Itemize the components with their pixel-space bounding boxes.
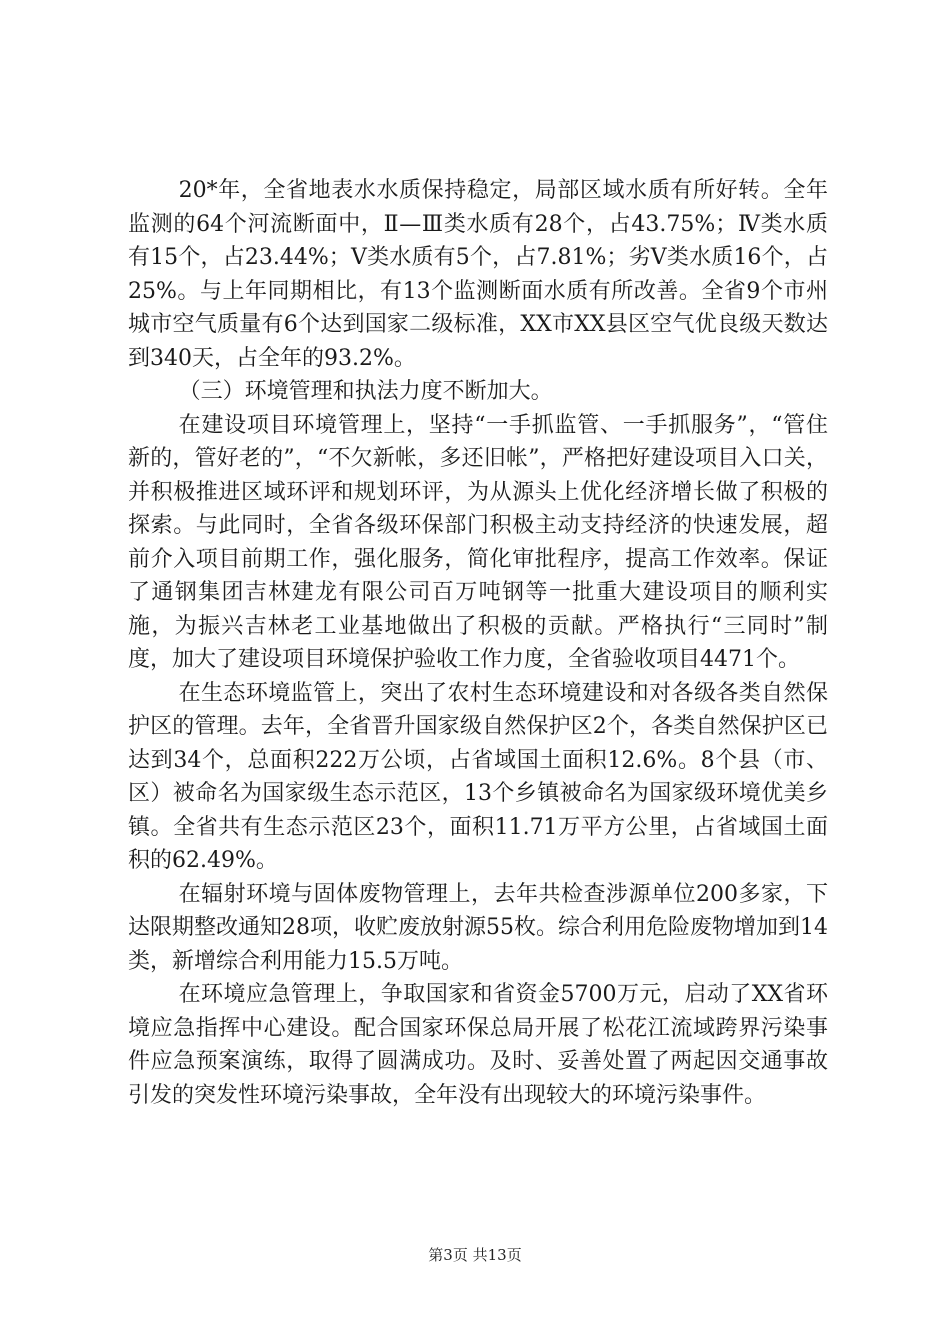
paragraph-construction-projects: 在建设项目环境管理上，坚持“一手抓监管、一手抓服务”，“管住新的，管好老的”，“不欠新帐，多还旧帐”，严格把好建设项目入口关，并积极推进区域环评和规划环评，为从源头上优化经济增长做了积极的探索。与此同时，全省各级环保部门积极主动支持经济的快速发展，超前介入项目前期工作，强化服务，简化审批程序，提高工作效率。保证了通钢集团吉林建龙有限公司百万吨钢等一批重大建设项目的顺利实施，为振兴吉林老工业基地做出了积极的贡献。严格执行“三同时”制度，加大了建设项目环境保护验收工作力度，全省验收项目4471个。 bbox=[128, 412, 828, 672]
paragraph-radiation-solid-waste: 在辐射环境与固体废物管理上，去年共检查涉源单位200多家，下达限期整改通知28项，收贮废放射源55枚。综合利用危险废物增加到14类，新增综合利用能力15.5万吨。 bbox=[128, 881, 828, 974]
paragraph-ecological-supervision: 在生态环境监管上，突出了农村生态环境建设和对各级各类自然保护区的管理。去年，全省晋升国家级自然保护区2个，各类自然保护区已达到34个，总面积222万公顷，占省域国土面积12.6%。8个县（市、区）被命名为国家级生态示范区，13个乡镇被命名为国家级环境优美乡镇。全省共有生态示范区23个，面积11.71万平方公里，占省域国土面积的62.49%。 bbox=[128, 680, 828, 873]
paragraph-water-quality: 20*年，全省地表水水质保持稳定，局部区域水质有所好转。全年监测的64个河流断面中，Ⅱ—Ⅲ类水质有28个，占43.75%；Ⅳ类水质有15个，占23.44%；Ⅴ类水质有5个，占7.81%；劣Ⅴ类水质16个，占25%。与上年同期相比，有13个监测断面水质有所改善。全省9个市州城市空气质量有6个达到国家二级标准，XX市XX县区空气优良级天数达到340天，占全年的93.2%。 bbox=[128, 178, 828, 371]
section-heading-environmental-management: （三）环境管理和执法力度不断加大。 bbox=[178, 379, 553, 404]
paragraph-emergency-management: 在环境应急管理上，争取国家和省资金5700万元，启动了XX省环境应急指挥中心建设。配合国家环保总局开展了松花江流域跨界污染事件应急预案演练，取得了圆满成功。及时、妥善处置了两起因交通事故引发的突发性环境污染事故，全年没有出现较大的环境污染事件。 bbox=[128, 982, 828, 1108]
document-body bbox=[128, 174, 828, 1112]
page-number-footer: 第3页 共13页 bbox=[428, 1246, 522, 1264]
